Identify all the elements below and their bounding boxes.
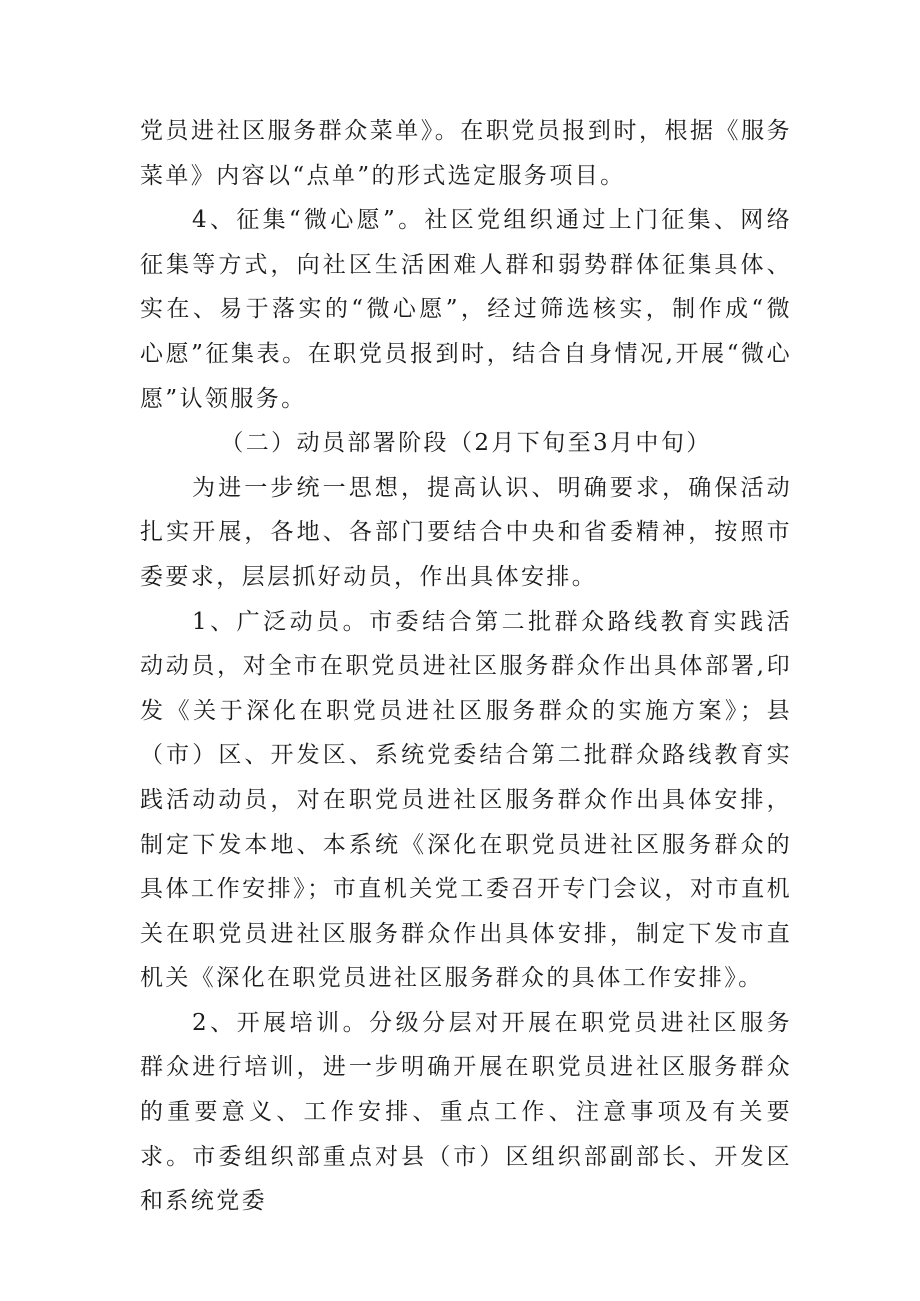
section-heading-mobilization: （二）动员部署阶段（2月下旬至3月中旬） <box>220 430 712 457</box>
paragraph-mobilization-intro: 为进一步统一思想，提高认识、明确要求，确保活动扎实开展，各地、各部门要结合中央和省委精神，按照市委要求，层层抓好动员，作出具体安排。 <box>140 474 792 590</box>
paragraph-micro-wish: 4、征集“微心愿”。社区党组织通过上门征集、网络征集等方式，向社区生活困难人群和弱势群体征集具体、实在、易于落实的“微心愿”，经过筛选核实，制作成“微心愿”征集表。在职党员报到时，结合自身情况,开展“微心愿”认领服务。 <box>140 207 792 412</box>
paragraph-service-menu-continuation: 党员进社区服务群众菜单》。在职党员报到时，根据《服务菜单》内容以“点单”的形式选定服务项目。 <box>140 118 792 189</box>
paragraph-broad-mobilization: 1、广泛动员。市委结合第二批群众路线教育实践活动动员，对全市在职党员进社区服务群众作出具体部署,印发《关于深化在职党员进社区服务群众的实施方案》；县（市）区、开发区、系统党委结合第二批群众路线教育实践活动动员，对在职党员进社区服务群众作出具体安排，制定下发本地、本系统《深化在职党员进社区服务群众的具体工作安排》；市直机关党工委召开专门会议，对市直机关在职党员进社区服务群众作出具体安排，制定下发市直机关《深化在职党员进社区服务群众的具体工作安排》。 <box>140 608 792 992</box>
paragraph-training: 2、开展培训。分级分层对开展在职党员进社区服务群众进行培训，进一步明确开展在职党员进社区服务群众的重要意义、工作安排、重点工作、注意事项及有关要求。市委组织部重点对县（市）区组织部副部长、开发区和系统党委 <box>140 1009 792 1215</box>
document-body <box>140 109 792 1224</box>
